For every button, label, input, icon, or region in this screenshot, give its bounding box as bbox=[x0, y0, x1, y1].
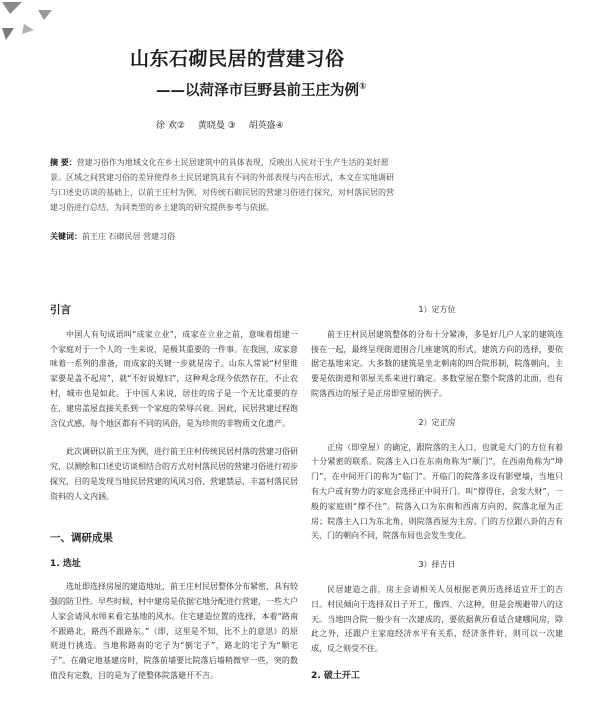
item-heading: 2）定正房 bbox=[418, 417, 456, 427]
intro-paragraph: 中国人有句成语叫“成家立业”，成家在立业之前，意味着组建一个家庭对于一个人的一生来说，是极其重要的一件事。在我国，成家意味着一系列的准备，而成家的关键一步就是房子。山东人常说“村里谁家要是盖不起房”，就“不好说媳妇”，这种观念现今依然存在，不止农村，城市也是如此。于中国人来说，居住的房子是一个无比重要的存在，建房盖屋直接关系到一个家庭的荣辱兴衰。因此，民居营建过程饱含仪式感，每个地区都有不同的风俗，是为珍贵的非物质文化遗产。 bbox=[50, 329, 298, 428]
body-paragraph: 民居建造之前，房主会请相关人员根据老黄历选择适宜开工的吉日。村民倾向于选择双日子开工，像四、六这种，但是会规避带八的这天。当地四合院一般少有一次建成的，要依据黄历看适合建哪间房，除此之外，还跟户主家庭经济水平有关系，经济条件好，则可以一次建成，反之则受不住。 bbox=[311, 584, 563, 654]
paper-title: 山东石砌民居的营建习俗 bbox=[130, 48, 345, 70]
author-name: 黄晓曼 ③ bbox=[197, 121, 236, 131]
item-heading: 1）定方位 bbox=[418, 305, 456, 314]
body-paragraph: 前王庄村民居建筑整体的分布十分紧凑，多是好几户人家的建筑连接在一起，最终呈现街道围合几座建筑的形式。建筑方向的选择，要依据宅基地来定。大多数的建筑是坐北朝南的四合院形制，院落朝向，主要是依街道和邻屋关系来进行确定。多数堂屋在整个院落的北面，也有院落西边的屋子是正房即堂屋的例子。 bbox=[311, 329, 563, 398]
author-name: 徐 欢② bbox=[156, 121, 185, 131]
section-heading: 一、调研成果 bbox=[50, 531, 113, 544]
body-paragraph: 正房（即堂屋）的确定，跟院落的主入口，也就是大门的方位有着十分紧密的联系。院落主入口在东南角称为“顺门”，在西南角称为“坤门”，在中间开门的称为“临门”。开临门的院落多设有影壁墙，当地只有大户或有势力的家庭会选择正中间开门。叫“撑得住，会发大财”，一般的家庭则“撑不住”。院落入口为东南和西南方向的，院落北屋为正房；院落主入口为东北角，则院落西屋为主房。门的方位跟八卦的吉有关，门的朝向不同，院落布局也会发生变化。 bbox=[311, 442, 563, 541]
intro-paragraph: 此次调研以前王庄为例，进行前王庄村传统民居村落的营建习俗研究，以测绘和口述史访谈相结合的方式对村落民居的营建习俗进行初步探究，目的是发现当地民居营建的风风习俗、营建禁忌，丰富村落民居资料的人文内涵。 bbox=[50, 447, 298, 501]
abstract-text: 营建习俗作为地域文化在乡土民居建筑中的具体表现，反映出人民对于生产生活的美好愿景。区域之间营建习俗的差异使得乡土民居建筑具有不同的外部表现与内在形式，本文在实地调研与口述史访谈的基础上，以前王庄村为例，对传统石砌民居的营建习俗进行探究，对村落民居的营建习俗进行总结，为同类型的乡土建筑的研究提供参考与依据。 bbox=[50, 158, 394, 212]
body-paragraph: 选址即选择房屋的建造地址，前王庄村民居整体分布紧密，具有较强的防卫性。早些时候，村中建房是依据宅地分配进行营建，一些大户人家会请风水师来看宅基地的风水。住宅建造位置的选择，本着“路南不跟路北，路西不跟路东。”（即，这里是不知，比不上的意思）的原则进行挑选。当地称路南的宅子为“倒宅子”，路北的宅子为“顺宅子”。在确定地基建房时，院落前墙要比院落后墙稍微窄一些，突的数值没有定数，目的是为了使整体院落避开不吉。 bbox=[50, 582, 298, 680]
item-heading: 3）择吉日 bbox=[418, 560, 456, 570]
corner-decoration-icon bbox=[0, 0, 70, 45]
abstract-label: 摘 要： bbox=[50, 158, 77, 167]
subtitle-footnote-mark: ① bbox=[359, 82, 367, 93]
subtitle-text: ——以菏泽市巨野县前王庄为例 bbox=[156, 83, 359, 99]
abstract bbox=[50, 155, 395, 215]
left-column bbox=[50, 303, 298, 684]
keywords bbox=[50, 231, 175, 242]
paper-subtitle bbox=[156, 79, 367, 100]
subsection-heading: 2. 破土开工 bbox=[311, 670, 360, 681]
intro-heading: 引言 bbox=[50, 304, 71, 316]
subsection-heading: 1. 选址 bbox=[50, 559, 81, 570]
right-column bbox=[311, 303, 563, 684]
keywords-label: 关键词： bbox=[50, 232, 82, 241]
keywords-text: 前王庄 石砌民居 营建习俗 bbox=[82, 232, 176, 241]
author-name: 胡英盛④ bbox=[248, 121, 284, 131]
author-list bbox=[156, 118, 294, 131]
